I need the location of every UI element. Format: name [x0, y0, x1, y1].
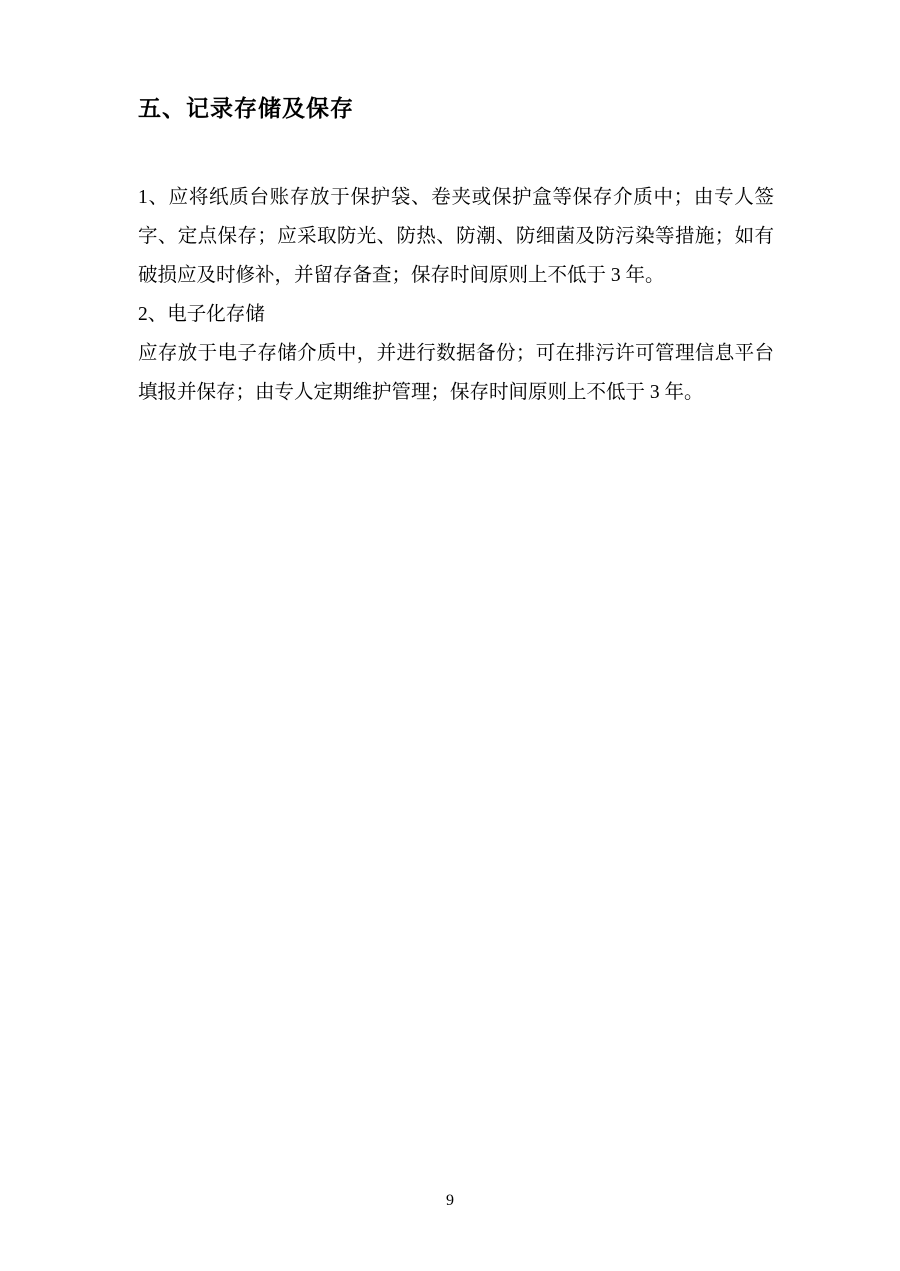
page-number: 9 [446, 1192, 454, 1209]
section-heading: 五、记录存储及保存 [138, 95, 354, 122]
paragraph-item-2-body: 应存放于电子存储介质中，并进行数据备份；可在排污许可管理信息平台填报并保存；由专人定期维护管理；保存时间原则上不低于 3 年。 [138, 343, 774, 403]
paragraph-item-1: 1、应将纸质台账存放于保护袋、卷夹或保护盒等保存介质中；由专人签字、定点保存；应采取防光、防热、防潮、防细菌及防污染等措施；如有破损应及时修补，并留存备查；保存时间原则上不低于 3 年。 [138, 187, 774, 286]
document-body [138, 92, 774, 412]
heading-spacer [138, 126, 774, 178]
paragraph-item-2-title: 2、电子化存储 [138, 304, 265, 325]
